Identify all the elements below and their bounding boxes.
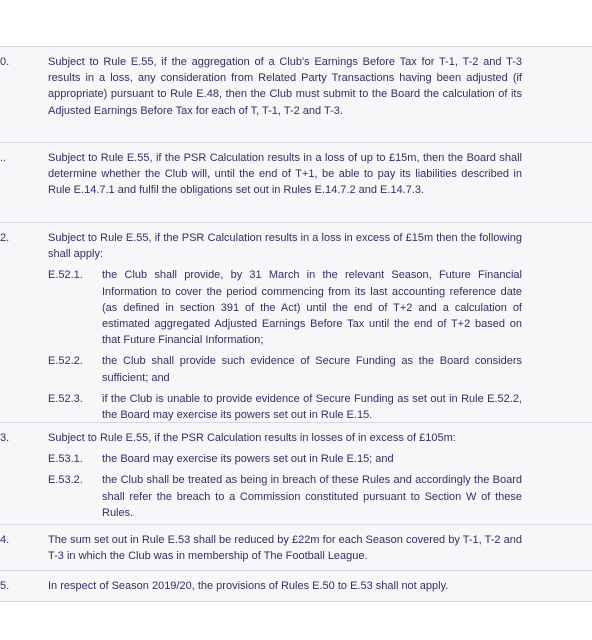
rule-number: 2. bbox=[0, 232, 10, 244]
rule-e55 bbox=[0, 570, 592, 602]
rule-e54 bbox=[0, 524, 592, 571]
sub-rule-text: the Club shall provide, by 31 March in the relevant Season, Future Financial Information to cover the period commencing from its last accounting reference date (as defined in section 391 of the Act) until the end of T+2 and a calculation of estimated aggregated Adjusted Earnings Before Tax until the end of T+2 based on that Future Financial Information; bbox=[102, 269, 522, 347]
sub-rule-number: E.53.2. bbox=[48, 474, 83, 487]
rule-text bbox=[48, 578, 522, 594]
rule-text bbox=[48, 230, 522, 423]
rule-e51 bbox=[0, 142, 592, 223]
sub-rule-e52-1 bbox=[48, 267, 522, 348]
sub-rule-number: E.52.3. bbox=[48, 392, 83, 405]
rule-paragraph: Subject to Rule E.55, if the PSR Calculation results in a loss in excess of £15m then the following shall apply: bbox=[48, 232, 522, 261]
sub-rule-e53-1 bbox=[48, 451, 522, 467]
rule-number: 0. bbox=[0, 56, 10, 68]
sub-rule-e52-3 bbox=[48, 391, 522, 423]
sub-rule-e53-2 bbox=[48, 472, 522, 521]
rule-paragraph: Subject to Rule E.55, if the PSR Calculation results in losses of in excess of £105m: bbox=[48, 432, 456, 444]
rule-number: 4. bbox=[0, 534, 10, 546]
rule-number: .. bbox=[0, 152, 7, 164]
sub-rule-text: the Board may exercise its powers set out in Rule E.15; and bbox=[102, 453, 394, 466]
rule-paragraph: The sum set out in Rule E.53 shall be reduced by £22m for each Season covered by T-1, T-2 and T-3 in which the Club was in membership of The Football League. bbox=[48, 534, 522, 563]
rule-e50 bbox=[0, 46, 592, 143]
rule-number: 3. bbox=[0, 432, 10, 444]
sub-rule-text: if the Club is unable to provide evidence of Secure Funding as set out in Rule E.52.2, the Board may exercise its powers set out in Rule E.15. bbox=[102, 392, 522, 422]
sub-rule-text: the Club shall be treated as being in breach of these Rules and accordingly the Board shall refer the breach to a Commission constituted pursuant to Section W of these Rules. bbox=[102, 474, 522, 519]
rule-e53 bbox=[0, 422, 592, 525]
sub-rule-number: E.53.1. bbox=[48, 453, 83, 466]
rule-number: 5. bbox=[0, 580, 10, 592]
sub-rule-e52-2 bbox=[48, 353, 522, 385]
rule-paragraph: Subject to Rule E.55, if the PSR Calculation results in a loss of up to £15m, then the Board shall determine whether the Club will, until the end of T+1, be able to pay its liabilities described in Rule E.14.7.1 and fulfil the obligations set out in Rules E.14.7.2 and E.14.7.3. bbox=[48, 152, 522, 197]
rule-text bbox=[48, 532, 522, 564]
rule-text bbox=[48, 150, 522, 199]
rule-text bbox=[48, 54, 522, 119]
sub-rule-number: E.52.2. bbox=[48, 355, 83, 368]
rule-paragraph: In respect of Season 2019/20, the provisions of Rules E.50 to E.53 shall not apply. bbox=[48, 580, 449, 592]
sub-rule-text: the Club shall provide such evidence of Secure Funding as the Board considers sufficient; and bbox=[102, 355, 522, 384]
rule-e52 bbox=[0, 222, 592, 423]
sub-rule-number: E.52.1. bbox=[48, 269, 83, 282]
rule-paragraph: Subject to Rule E.55, if the aggregation of a Club's Earnings Before Tax for T-1, T-2 and T-3 results in a loss, any consideration from Related Party Transactions having been adjusted (if appropriate) pursuant to Rule E.48, then the Club must submit to the Board the calculation of its Adjusted Earnings Before Tax for each of T, T-1, T-2 and T-3. bbox=[48, 56, 522, 117]
rule-text bbox=[48, 430, 522, 521]
